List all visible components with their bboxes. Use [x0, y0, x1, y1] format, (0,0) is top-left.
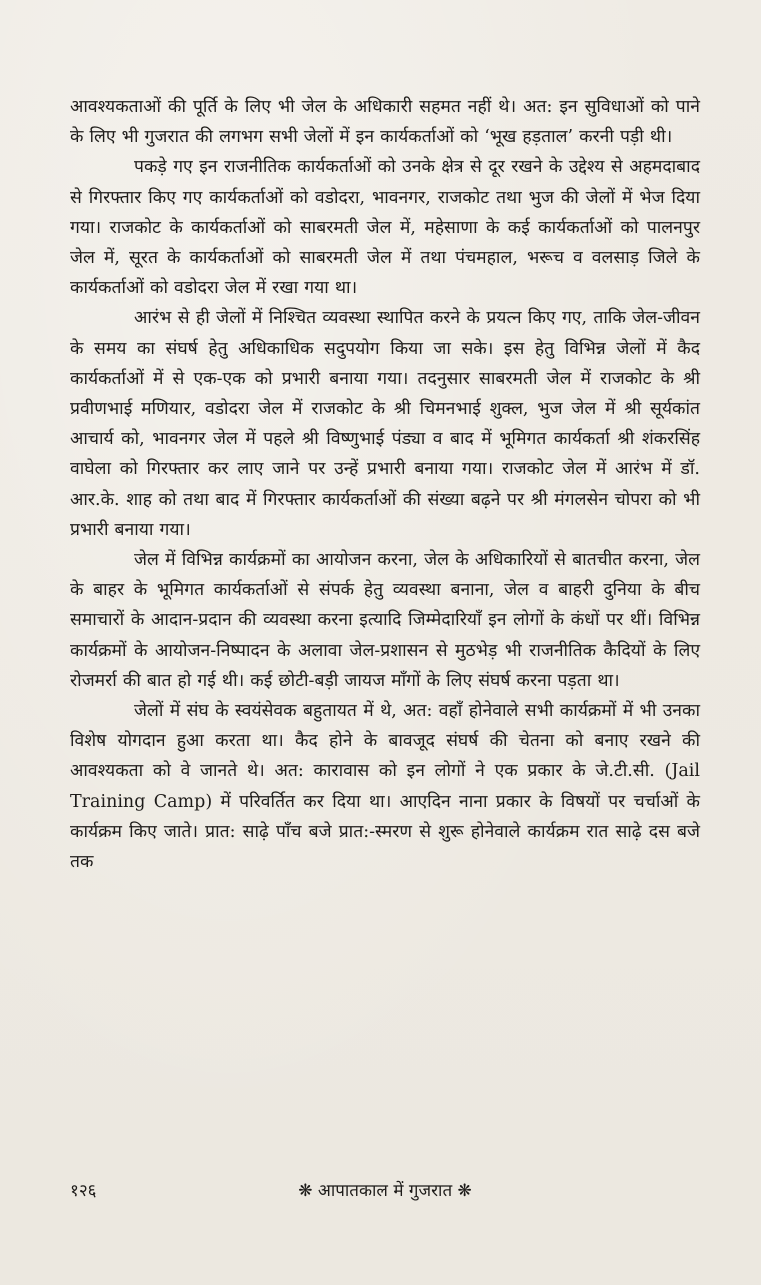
- paragraph: आरंभ से ही जेलों में निश्चित व्यवस्था स्थापित करने के प्रयत्न किए गए, ताकि जेल-जीवन के समय का संघर्ष हेतु अधिकाधिक सदुपयोग किया जा सके। इस हेतु विभिन्न जेलों में कैद कार्यकर्ताओं में से एक-एक को प्रभारी बनाया गया। तदनुसार साबरमती जेल में राजकोट के श्री प्रवीणभाई मणियार, वडोदरा जेल में राजकोट के श्री चिमनभाई शुक्ल, भुज जेल में श्री सूर्यकांत आचार्य को, भावनगर जेल में पहले श्री विष्णुभाई पंड्या व बाद में भूमिगत कार्यकर्ता श्री शंकरसिंह वाघेला को गिरफ्तार कर लाए जाने पर उन्हें प्रभारी बनाया गया। राजकोट जेल में आरंभ में डॉ. आर.के. शाह को तथा बाद में गिरफ्तार कार्यकर्ताओं की संख्या बढ़ने पर श्री मंगलसेन चोपरा को भी प्रभारी बनाया गया।: [70, 308, 700, 540]
- paragraph: जेल में विभिन्न कार्यक्रमों का आयोजन करना, जेल के अधिकारियों से बातचीत करना, जेल के बाहर के भूमिगत कार्यकर्ताओं से संपर्क हेतु व्यवस्था बनाना, जेल व बाहरी दुनिया के बीच समाचारों के आदान-प्रदान की व्यवस्था करना इत्यादि जिम्मेदारियाँ इन लोगों के कंधों पर थीं। विभिन्न कार्यक्रमों के आयोजन-निष्पादन के अलावा जेल-प्रशासन से मुठभेड़ भी राजनीतिक कैदियों के लिए रोजमर्रा की बात हो गई थी। कई छोटी-बड़ी जायज माँगों के लिए संघर्ष करना पड़ता था।: [70, 550, 700, 691]
- paragraph: आवश्यकताओं की पूर्ति के लिए भी जेल के अधिकारी सहमत नहीं थे। अत: इन सुविधाओं को पाने के लिए भी गुजरात की लगभग सभी जेलों में इन कार्यकर्ताओं को ‘भूख हड़ताल’ करनी पड़ी थी।: [70, 97, 700, 148]
- page-number: १२६: [70, 1181, 97, 1201]
- paragraph: पकड़े गए इन राजनीतिक कार्यकर्ताओं को उनके क्षेत्र से दूर रखने के उद्देश्य से अहमदाबाद से गिरफ्तार किए गए कार्यकर्ताओं को वडोदरा, भावनगर, राजकोट तथा भुज की जेलों में भेज दिया गया। राजकोट के कार्यकर्ताओं को साबरमती जेल में, महेसाणा के कई कार्यकर्ताओं को पालनपुर जेल में, सूरत के कार्यकर्ताओं को साबरमती जेल में तथा पंचमहाल, भरूच व वलसाड़ जिले के कार्यकर्ताओं को वडोदरा जेल में रखा गया था।: [70, 157, 700, 299]
- running-title: ❋ आपातकाल में गुजरात ❋: [298, 1181, 472, 1201]
- paragraph: जेलों में संघ के स्वयंसेवक बहुतायत में थे, अत: वहाँ होनेवाले सभी कार्यक्रमों में भी उनका विशेष योगदान हुआ करता था। कैद होने के बावजूद संघर्ष की चेतना को बनाए रखने की आवश्यकता को वे जानते थे। अत: कारावास को इन लोगों ने एक प्रकार के जे.टी.सी. (Jail Training Camp) में परिवर्तित कर दिया था। आएदिन नाना प्रकार के विषयों पर चर्चाओं के कार्यक्रम किए जाते। प्रात: साढ़े पाँच बजे प्रात:-स्मरण से शुरू होनेवाले कार्यक्रम रात साढ़े दस बजे तक: [70, 701, 700, 873]
- body-text: [70, 92, 700, 877]
- page-footer: [70, 1178, 700, 1206]
